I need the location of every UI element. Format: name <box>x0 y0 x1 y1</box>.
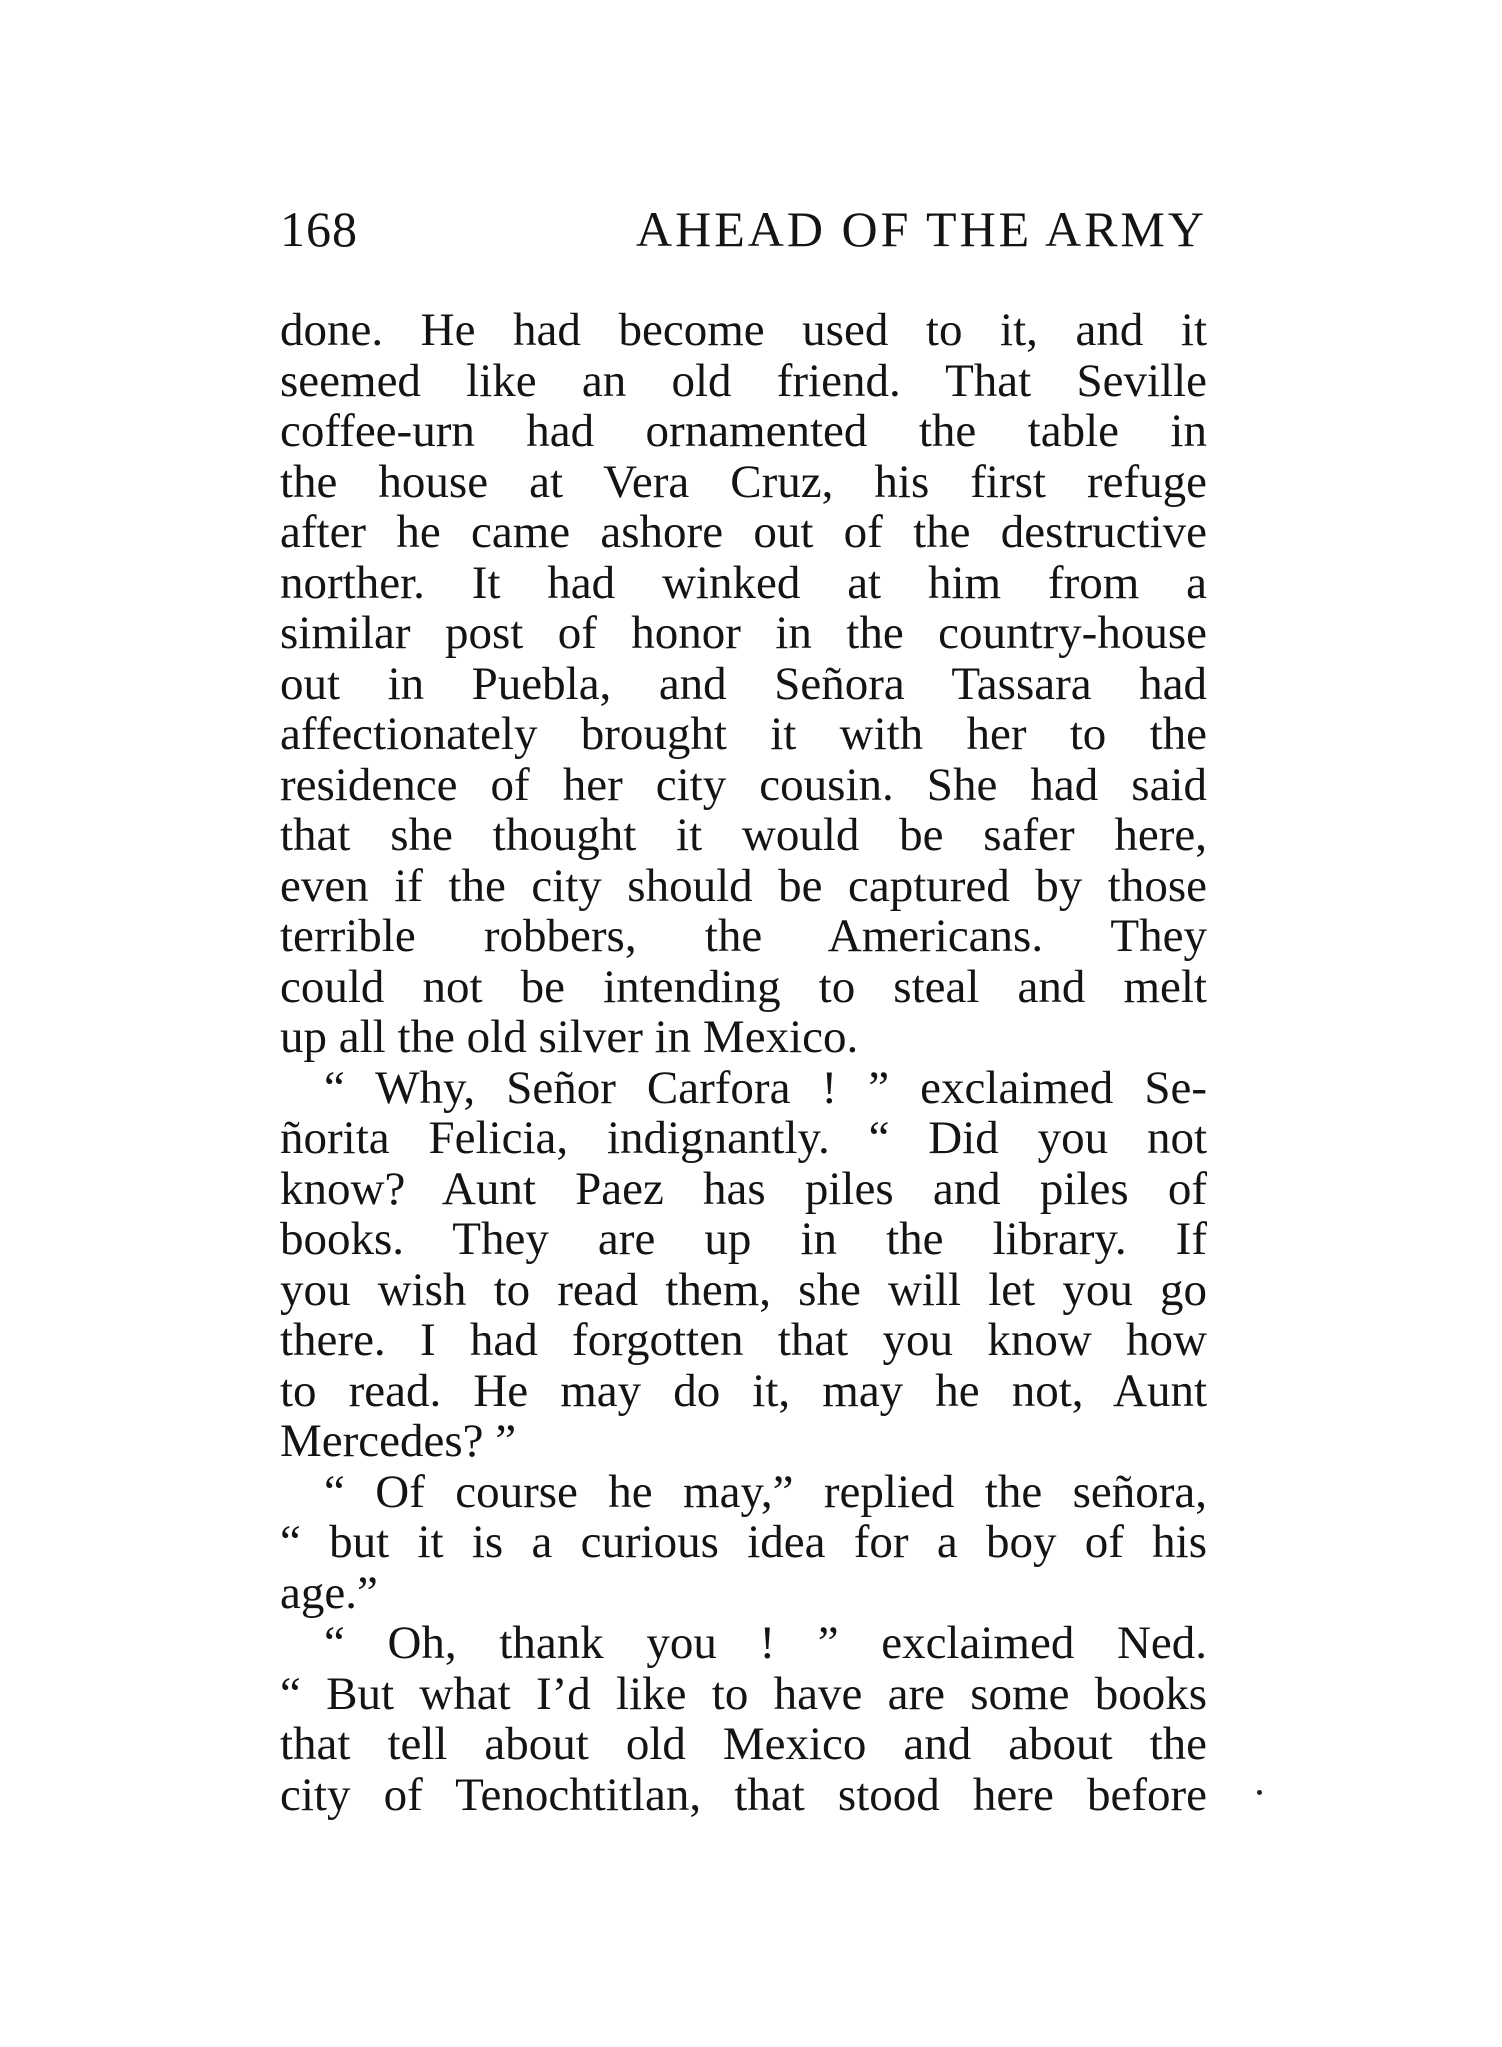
text-line: norther. It had winked at him from a <box>280 556 1207 609</box>
text-line: after he came ashore out of the destructive <box>280 506 1207 558</box>
text-line: “ Of course he may,” replied the señora, <box>324 1465 1207 1518</box>
text-line: “ Why, Señor Carfora ! ” exclaimed Se- <box>324 1061 1207 1114</box>
text-line: age.” <box>280 1566 378 1619</box>
text-line: that she thought it would be safer here, <box>280 809 1207 861</box>
text-line: “ But what I’d like to have are some books <box>280 1667 1207 1720</box>
text-line: could not be intending to steal and melt <box>280 960 1207 1013</box>
text-line: affectionately brought it with her to the <box>280 708 1207 760</box>
text-line: terrible robbers, the Americans. They <box>280 910 1207 962</box>
text-line: “ Oh, thank you ! ” exclaimed Ned. <box>324 1617 1207 1669</box>
text-line: city of Tenochtitlan, that stood here before <box>280 1768 1207 1821</box>
running-title: AHEAD OF THE ARMY <box>636 201 1207 257</box>
text-line: coffee-urn had ornamented the table in <box>280 405 1207 457</box>
text-line: residence of her city cousin. She had said <box>280 758 1207 811</box>
text-line: know? Aunt Paez has piles and piles of <box>280 1162 1207 1215</box>
page-header <box>280 200 1207 270</box>
text-line: Mercedes? ” <box>280 1415 517 1467</box>
text-line: similar post of honor in the country-house <box>280 607 1207 659</box>
text-line: done. He had become used to it, and it <box>280 304 1207 356</box>
text-line: seemed like an old friend. That Seville <box>280 354 1207 407</box>
text-line: “ but it is a curious idea for a boy of his <box>280 1516 1207 1568</box>
text-line: the house at Vera Cruz, his first refuge <box>280 455 1207 508</box>
text-line: you wish to read them, she will let you go <box>280 1263 1207 1316</box>
text-line: even if the city should be captured by those <box>280 859 1207 912</box>
text-line: books. They are up in the library. If <box>280 1213 1207 1265</box>
margin-speck <box>1257 1790 1262 1795</box>
body-text <box>280 305 1207 1820</box>
page-number: 168 <box>280 201 358 257</box>
text-line: up all the old silver in Mexico. <box>280 1011 859 1063</box>
text-line: ñorita Felicia, indignantly. “ Did you not <box>280 1112 1207 1164</box>
text-line: there. I had forgotten that you know how <box>280 1314 1207 1366</box>
text-line: out in Puebla, and Señora Tassara had <box>280 657 1207 710</box>
text-line: to read. He may do it, may he not, Aunt <box>280 1364 1207 1417</box>
text-line: that tell about old Mexico and about the <box>280 1718 1207 1770</box>
